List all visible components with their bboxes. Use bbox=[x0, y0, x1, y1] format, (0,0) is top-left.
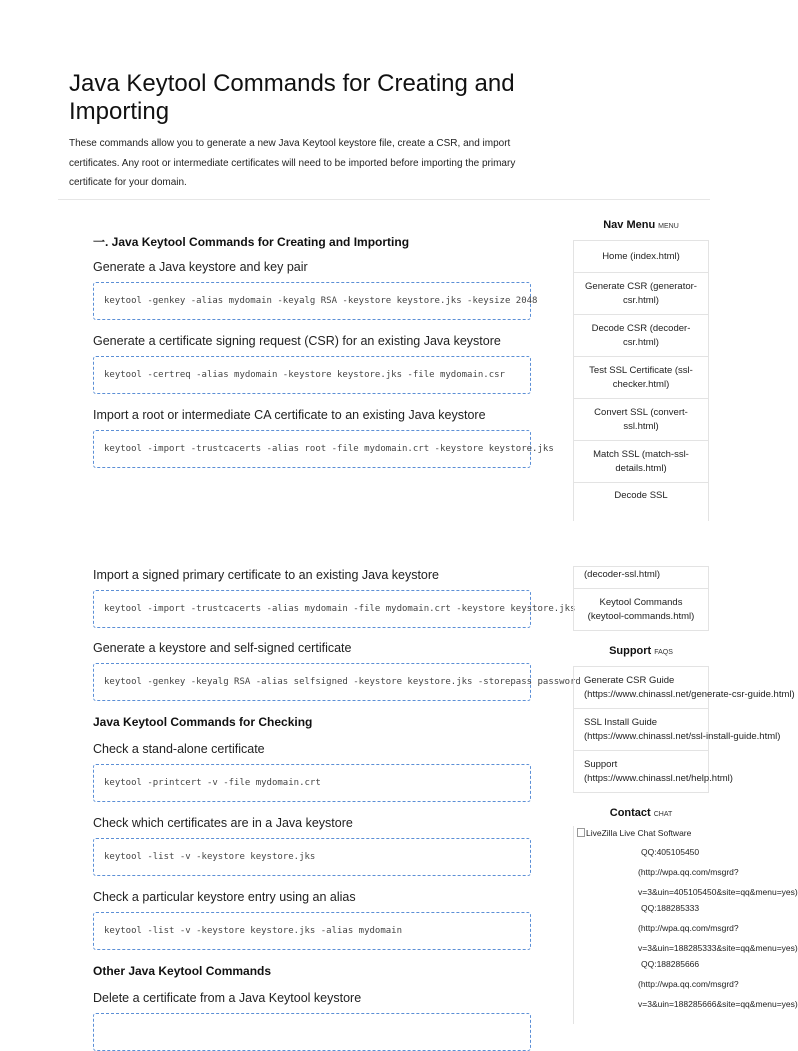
broken-image-icon bbox=[577, 828, 585, 837]
code-import-root[interactable]: keytool -import -trustcacerts -alias root -file mydomain.crt -keystore keystore.jks bbox=[93, 430, 531, 468]
code-generate-csr[interactable]: keytool -certreq -alias mydomain -keystore keystore.jks -file mydomain.csr bbox=[93, 356, 531, 394]
code-generate-keystore[interactable]: keytool -genkey -alias mydomain -keyalg RSA -keystore keystore.jks -keysize 2048 bbox=[93, 282, 531, 320]
item-title-self-signed: Generate a keystore and self-signed certificate bbox=[93, 641, 352, 655]
contact-qq-2-url[interactable]: (http://wpa.qq.com/msgrd? bbox=[638, 923, 739, 933]
nav-item-generate-csr[interactable]: Generate CSR (generator-csr.html) bbox=[574, 273, 708, 315]
code-list-keystore[interactable]: keytool -list -v -keystore keystore.jks bbox=[93, 838, 531, 876]
nav-menu-list bbox=[573, 240, 709, 521]
section-heading-creating: 一. Java Keytool Commands for Creating and Importing bbox=[93, 235, 410, 249]
contact-qq-2[interactable]: QQ:188285333 bbox=[641, 903, 700, 913]
contact-qq-1-url[interactable]: (http://wpa.qq.com/msgrd? bbox=[638, 867, 739, 877]
nav-item-match-ssl[interactable]: Match SSL (match-ssl-details.html) bbox=[574, 441, 708, 483]
contact-qq-3-url-cont[interactable]: v=3&uin=188285666&site=qq&menu=yes) bbox=[638, 999, 798, 1009]
contact-heading bbox=[573, 807, 709, 819]
contact-qq-1-url-cont[interactable]: v=3&uin=405105450&site=qq&menu=yes) bbox=[638, 887, 798, 897]
item-title-delete-cert: Delete a certificate from a Java Keytool keystore bbox=[93, 991, 362, 1005]
support-title: Support bbox=[609, 645, 652, 657]
contact-qq-1[interactable]: QQ:405105450 bbox=[641, 847, 700, 857]
page-title: Java Keytool Commands for Creating and Importing bbox=[69, 70, 515, 125]
contact-qq-3-url[interactable]: (http://wpa.qq.com/msgrd? bbox=[638, 979, 739, 989]
nav-item-decode-csr[interactable]: Decode CSR (decoder-csr.html) bbox=[574, 315, 708, 357]
nav-item-convert-ssl[interactable]: Convert SSL (convert-ssl.html) bbox=[574, 399, 708, 441]
nav-item-keytool-commands[interactable]: Keytool Commands (keytool-commands.html) bbox=[574, 589, 708, 631]
contact-panel bbox=[573, 826, 798, 1024]
support-heading bbox=[573, 645, 709, 657]
nav-item-decode-ssl-cont[interactable]: (decoder-ssl.html) bbox=[574, 567, 708, 589]
contact-qq-2-url-cont[interactable]: v=3&uin=188285333&site=qq&menu=yes) bbox=[638, 943, 798, 953]
support-tag: FAQS bbox=[654, 649, 673, 656]
contact-qq-3[interactable]: QQ:188285666 bbox=[641, 959, 700, 969]
livechat-image[interactable]: LiveZilla Live Chat Software bbox=[577, 828, 691, 838]
code-check-alias[interactable]: keytool -list -v -keystore keystore.jks -alias mydomain bbox=[93, 912, 531, 950]
contact-tag: CHAT bbox=[653, 811, 673, 818]
header-divider bbox=[58, 199, 710, 200]
item-title-generate-csr: Generate a certificate signing request (CSR) for an existing Java keystore bbox=[93, 334, 501, 348]
code-delete-cert[interactable] bbox=[93, 1013, 531, 1051]
support-item-help[interactable]: Support (https://www.chinassl.net/help.html) bbox=[574, 751, 708, 793]
item-title-check-alias: Check a particular keystore entry using an alias bbox=[93, 890, 356, 904]
support-item-csr-guide[interactable]: Generate CSR Guide (https://www.chinassl.net/generate-csr-guide.html) bbox=[574, 667, 708, 709]
nav-item-home[interactable]: Home (index.html) bbox=[574, 241, 708, 273]
contact-title: Contact bbox=[609, 807, 651, 819]
page-intro: These commands allow you to generate a new Java Keytool keystore file, create a CSR, and import certificates. Any root or intermediate certificates will need to be imported before importing the primary certificate for your domain. bbox=[69, 138, 516, 188]
code-import-primary[interactable]: keytool -import -trustcacerts -alias mydomain -file mydomain.crt -keystore keystore.jks bbox=[93, 590, 531, 628]
nav-menu-title: Nav Menu bbox=[603, 219, 656, 231]
nav-menu-heading bbox=[573, 219, 709, 231]
item-title-generate-keystore: Generate a Java keystore and key pair bbox=[93, 260, 308, 274]
code-check-cert[interactable]: keytool -printcert -v -file mydomain.crt bbox=[93, 764, 531, 802]
nav-item-test-ssl[interactable]: Test SSL Certificate (ssl-checker.html) bbox=[574, 357, 708, 399]
item-title-list-keystore: Check which certificates are in a Java keystore bbox=[93, 816, 353, 830]
item-title-check-cert: Check a stand-alone certificate bbox=[93, 742, 265, 756]
code-self-signed[interactable]: keytool -genkey -keyalg RSA -alias selfsigned -keystore keystore.jks -storepass password bbox=[93, 663, 531, 701]
nav-menu-tag: MENU bbox=[658, 223, 679, 230]
support-list bbox=[573, 666, 795, 793]
item-title-import-root: Import a root or intermediate CA certificate to an existing Java keystore bbox=[93, 408, 486, 422]
section-heading-checking: Java Keytool Commands for Checking bbox=[93, 715, 313, 729]
item-title-import-primary: Import a signed primary certificate to an existing Java keystore bbox=[93, 568, 439, 582]
nav-item-decode-ssl[interactable]: Decode SSL bbox=[614, 490, 668, 501]
support-item-install-guide[interactable]: SSL Install Guide (https://www.chinassl.net/ssl-install-guide.html) bbox=[574, 709, 708, 751]
section-heading-other: Other Java Keytool Commands bbox=[93, 964, 272, 978]
nav-menu-list-continued bbox=[573, 566, 709, 631]
